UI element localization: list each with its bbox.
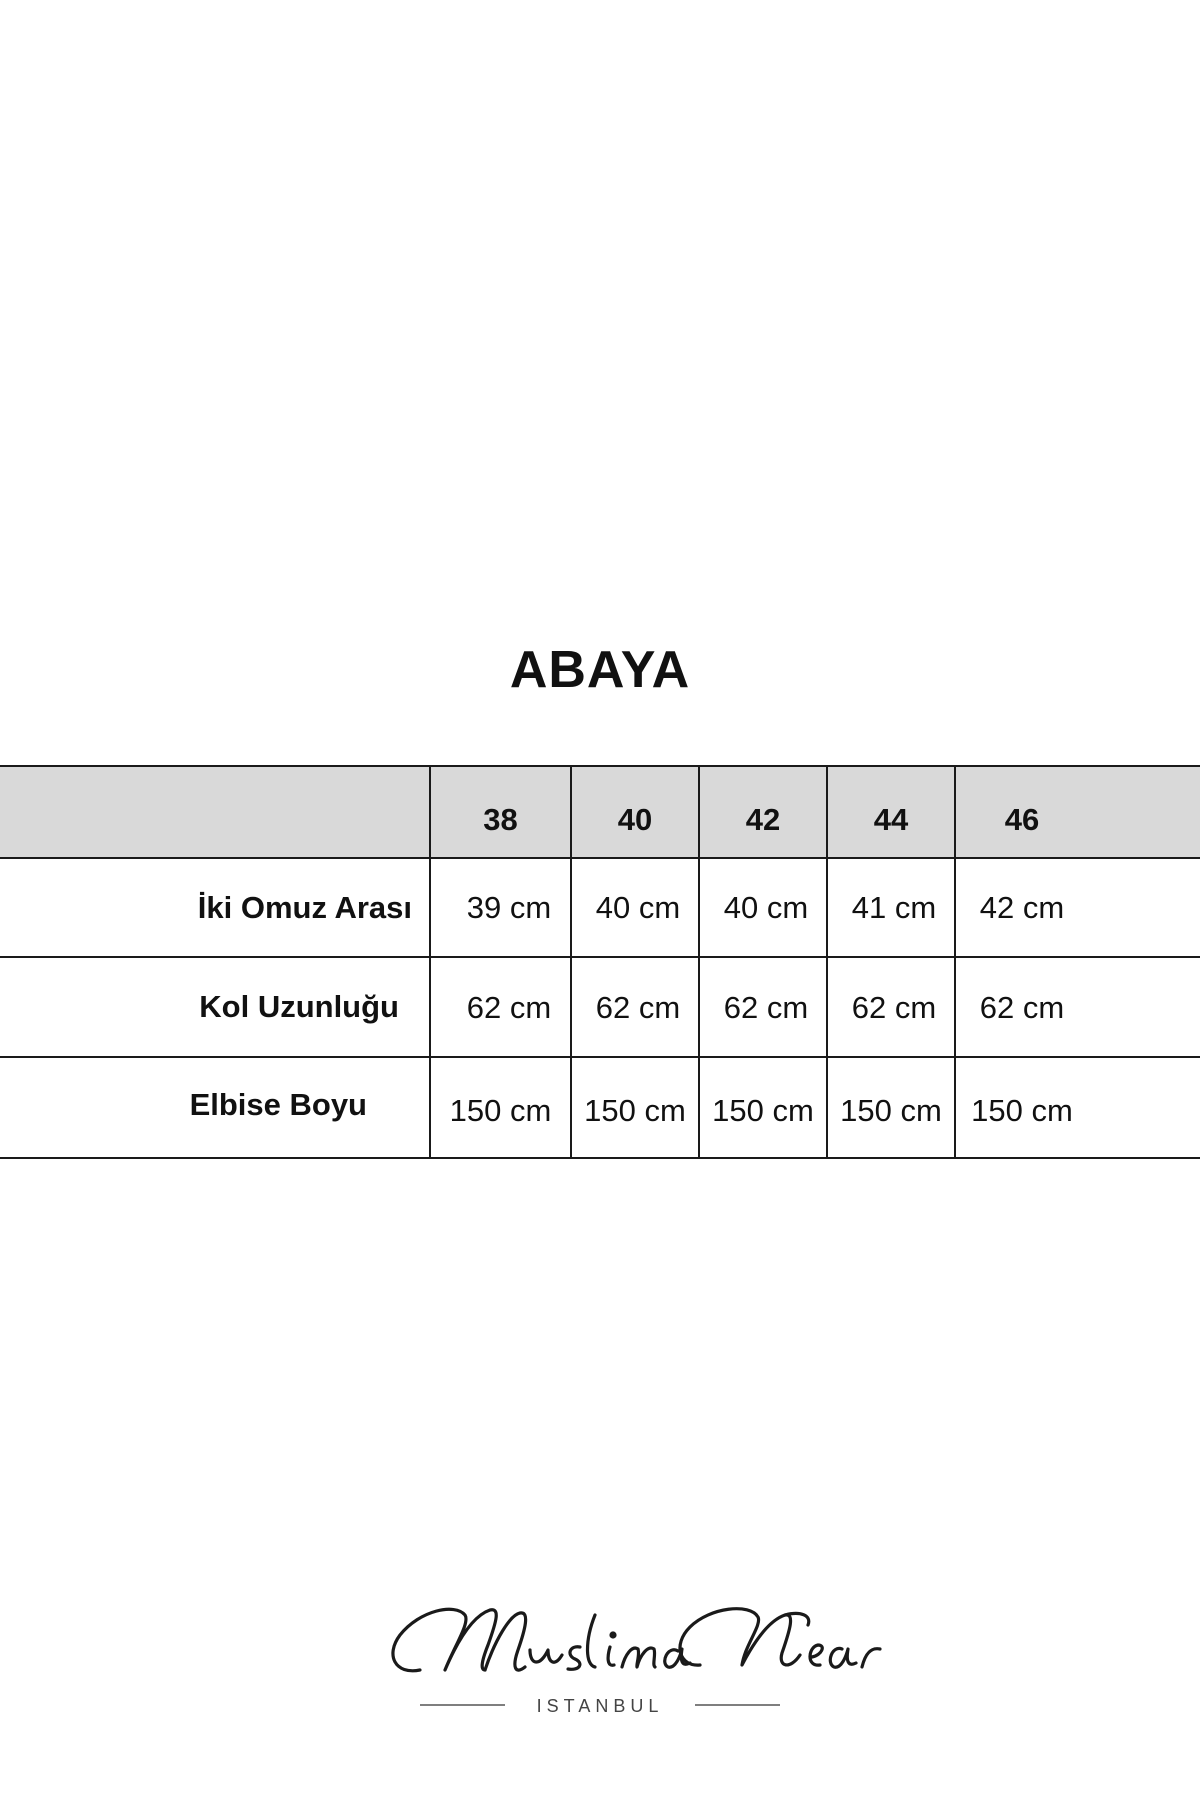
table-cell: 62 cm: [466, 990, 552, 1025]
table-cell: 62 cm: [723, 990, 809, 1025]
table-cell: 62 cm: [979, 990, 1065, 1025]
table-cell: 150 cm: [971, 1092, 1073, 1128]
table-cell: 150 cm: [449, 1092, 552, 1128]
table-cell: 41 cm: [851, 889, 937, 925]
size-header-38: 38: [483, 802, 518, 837]
svg-text:ISTANBUL: ISTANBUL: [536, 1696, 664, 1716]
page-title: ABAYA: [509, 641, 691, 699]
table-cell: 150 cm: [712, 1092, 814, 1128]
row-label-sleeve-length: Kol Uzunluğu: [199, 989, 399, 1024]
size-header-46: 46: [1004, 802, 1040, 837]
size-header-44: 44: [873, 802, 909, 837]
table-cell: 62 cm: [851, 990, 937, 1025]
table-cell: 40 cm: [595, 889, 681, 925]
table-cell: 150 cm: [840, 1092, 942, 1128]
row-label-dress-length: Elbise Boyu: [189, 1087, 367, 1122]
table-cell: 62 cm: [595, 990, 681, 1025]
table-cell: 39 cm: [466, 889, 552, 925]
table-cell: 42 cm: [979, 889, 1065, 925]
size-header-40: 40: [617, 802, 653, 837]
size-header-42: 42: [745, 802, 781, 837]
table-cell: 40 cm: [723, 889, 809, 925]
table-cell: 150 cm: [584, 1092, 686, 1128]
brand-logo-graphic: [0, 1575, 1200, 1735]
size-chart-table: [0, 765, 1200, 1159]
brand-logo: [0, 1575, 1200, 1735]
row-label-shoulder-width: İki Omuz Arası: [197, 889, 412, 925]
